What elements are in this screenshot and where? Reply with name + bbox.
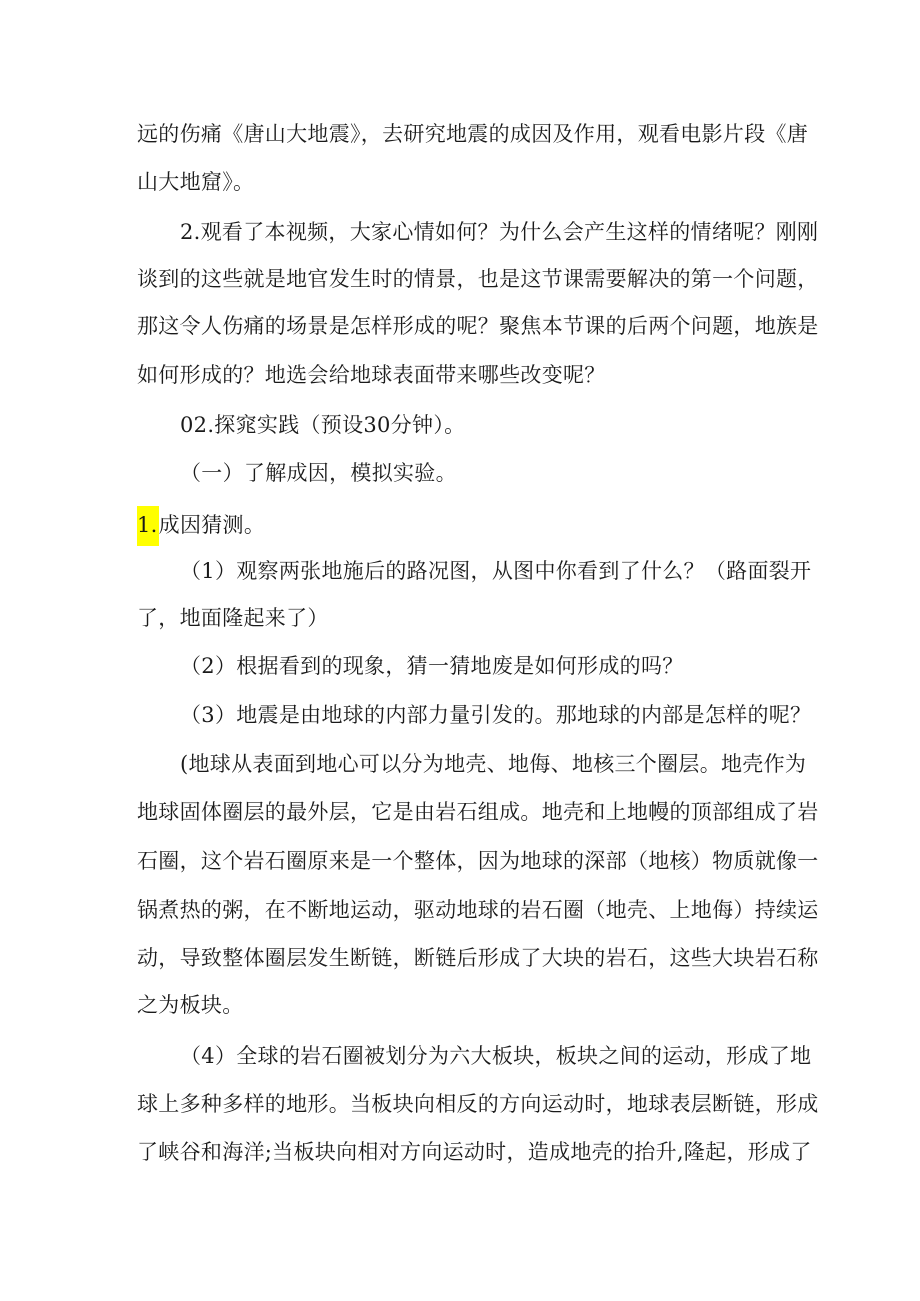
heading-text: 成因猜测。 [158,513,266,537]
paragraph-line: （1）观察两张地施后的路况图，从图中你看到了什么？（路面裂开 [180,559,812,583]
paragraph-line: （2）根据看到的现象，猜一猜地废是如何形成的吗？ [180,654,684,678]
subsection-heading: （一）了解成因，模拟实验。 [180,461,457,485]
paragraph-line: （3）地震是由地球的内部力量引发的。那地球的内部是怎样的呢？ [180,703,812,727]
highlighted-number: 1. [137,506,159,546]
paragraph-line: （4）全球的岩石圈被划分为六大板块，板块之间的运动，形成了地 [180,1044,812,1068]
paragraph-line: 之为板块。 [137,993,244,1017]
paragraph-line: 球上多种多样的地形。当板块向相反的方向运动时，地球表层断链，形成 [137,1092,819,1116]
paragraph-line: 那这令人伤痛的场景是怎样形成的呢？聚焦本节课的后两个问题，地族是 [137,314,819,338]
paragraph-line: 谈到的这些就是地官发生时的情景，也是这节课需要解决的第一个问题， [137,267,819,291]
paragraph-line: 远的伤痛《唐山大地震》，去研究地震的成因及作用，观看电影片段《唐 [137,122,809,146]
paragraph-line: 动，导致整体圈层发生断链，断链后形成了大块的岩石，这些大块岩石称 [137,946,819,970]
paragraph-line: 石圈，这个岩石圈原来是一个整体，因为地球的深部（地核）物质就像一 [137,849,819,873]
paragraph-line: (地球从表面到地心可以分为地壳、地侮、地核三个圈层。地壳作为 [180,752,807,776]
paragraph-line: 如何形成的？地选会给地球表面带来哪些改变呢？ [137,363,606,387]
numbered-heading [137,506,265,546]
paragraph-line: 2.观看了本视频，大家心情如何？为什么会产生这样的情绪呢？刚刚 [180,220,819,244]
paragraph-line: 了，地面隆起来了） [137,606,329,630]
paragraph-line: 地球固体圈层的最外层，它是由岩石组成。地壳和上地幔的顶部组成了岩 [137,800,819,824]
paragraph-line: 锅煮热的粥，在不断地运动，驱动地球的岩石圈（地壳、上地侮）持续运 [137,898,819,922]
section-heading: 02.探窕实践（预设30分钟）。 [180,413,466,437]
paragraph-line: 山大地窟》。 [137,170,255,194]
paragraph-line: 了峡谷和海洋;当板块向相对方向运动时，造成地壳的抬升,隆起，形成了 [137,1140,812,1164]
